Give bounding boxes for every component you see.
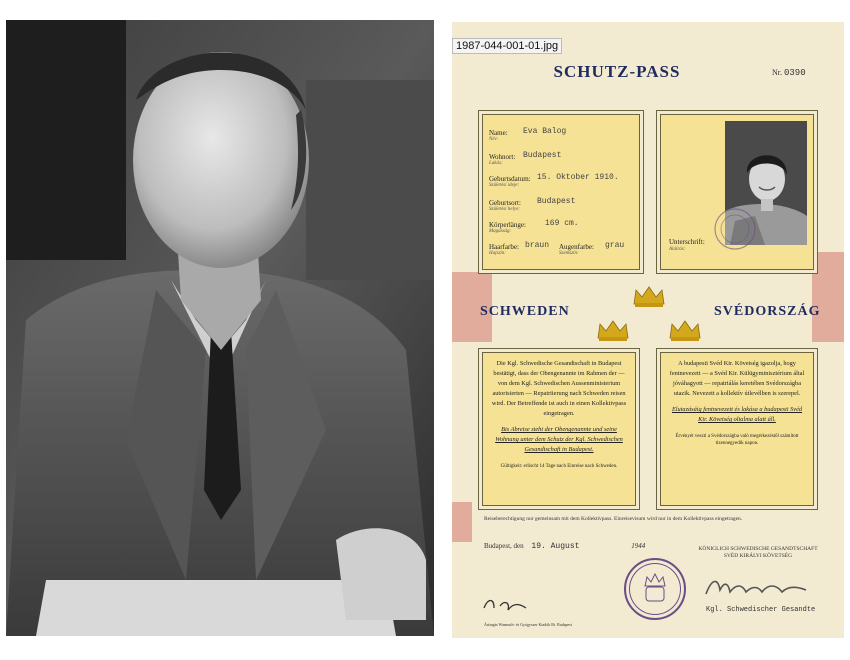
red-stain xyxy=(452,502,472,542)
printer-note: Ärtingin Wasmuth- és Gyógyszer Kiadók Bt. Budapest xyxy=(484,622,572,627)
crown-icon xyxy=(668,318,702,342)
file-name-label: 1987-044-001-01.jpg xyxy=(452,38,562,54)
document-number xyxy=(772,68,806,78)
seal-stamp-icon xyxy=(713,207,757,251)
german-text-panel xyxy=(482,352,636,506)
german-validity-note: Gültigkeit: erlischt 14 Tage nach Einreise nach Schweden. xyxy=(500,464,618,469)
german-protection-clause: Bis Abreise steht der Obengenannte und seine Wohnung unter dem Schutz der Kgl. Schwedischen Gesandtschaft in Budapest. xyxy=(495,426,623,453)
red-stain xyxy=(812,252,844,342)
field-birthdate: Geburtsdatum: Születési ideje: 15. Oktober 1910. xyxy=(489,173,619,188)
crown-icon xyxy=(632,284,666,308)
field-hair-eyes: Haarfarbe: Hajszín: braun Augenfarbe: Szemszín: grau xyxy=(489,241,625,256)
field-birthplace: Geburtsort: Születési helye: Budapest xyxy=(489,197,576,212)
crown-icon xyxy=(596,318,630,342)
initials-scribble xyxy=(480,592,540,616)
field-residence: Wohnort: Lakás: Budapest xyxy=(489,151,562,166)
country-name-german: SCHWEDEN xyxy=(480,304,570,319)
signatory-title: Kgl. Schwedischer Gesandte xyxy=(706,606,816,614)
german-paragraph: Die Kgl. Schwedische Gesandtschaft in Budapest bestätigt, dass der Obengenannte im Rahmen der — von dem Kgl. Schwedischen Aussenministerium autorisierten — Repatriierung nach Schweden reisen wird. Der Betreffende ist auch in einen Kollektivpass eingetragen. xyxy=(491,360,627,417)
field-name: Name: Név: Eva Balog xyxy=(489,127,567,142)
portrait-photo-image xyxy=(6,20,434,636)
number-value: 0390 xyxy=(784,68,806,78)
number-label: Nr. xyxy=(772,68,782,77)
field-height: Körperlänge: Magasság: 169 cm. xyxy=(489,219,579,234)
passport-photo-panel xyxy=(660,114,814,270)
hungarian-paragraph: A budapesti Svéd Kir. Követség igazolja, hogy fentnevezett — a Svéd Kir. Külügyminisztérium által jóváhagyott — repatriálás keretében Svédországba utazik. Nevezett a kollektív útlevélben is szerepel. xyxy=(669,360,805,397)
hungarian-validity-note: Érvényét veszti a Svédországba való megérkezéstől számított tizennegyedik napon. xyxy=(675,434,799,446)
signature-label: Unterschrift: Aláírás: xyxy=(669,238,705,252)
hungarian-text-panel xyxy=(660,352,814,506)
document-title: SCHUTZ-PASS xyxy=(553,62,681,81)
schutz-pass-document xyxy=(452,22,844,638)
entry-note: Reiseberechtigung nur gemeinsam mit dem Kollektivpass. Einreisevisum wird nur in dem Kollektivpass eingetragen. xyxy=(484,516,743,522)
crown-seal-icon xyxy=(626,560,684,618)
legation-seal-stamp xyxy=(624,558,686,620)
legation-name: KÖNIGLICH SCHWEDISCHE GESANDTSCHAFT SVÉD KIRÁLYI KÖVETSÉG xyxy=(698,546,818,559)
signature-scribble xyxy=(702,572,812,602)
hungarian-protection-clause: Elutazásáig fentnevezett és lakása a budapesti Svéd Kir. Követség oltalma alatt áll. xyxy=(671,406,803,423)
country-name-hungarian: SVÉDORSZÁG xyxy=(714,304,821,319)
portrait-photograph xyxy=(6,20,434,636)
place-date: Budapest, den 19. August 1944 xyxy=(484,542,646,551)
personal-data-panel xyxy=(482,114,640,270)
